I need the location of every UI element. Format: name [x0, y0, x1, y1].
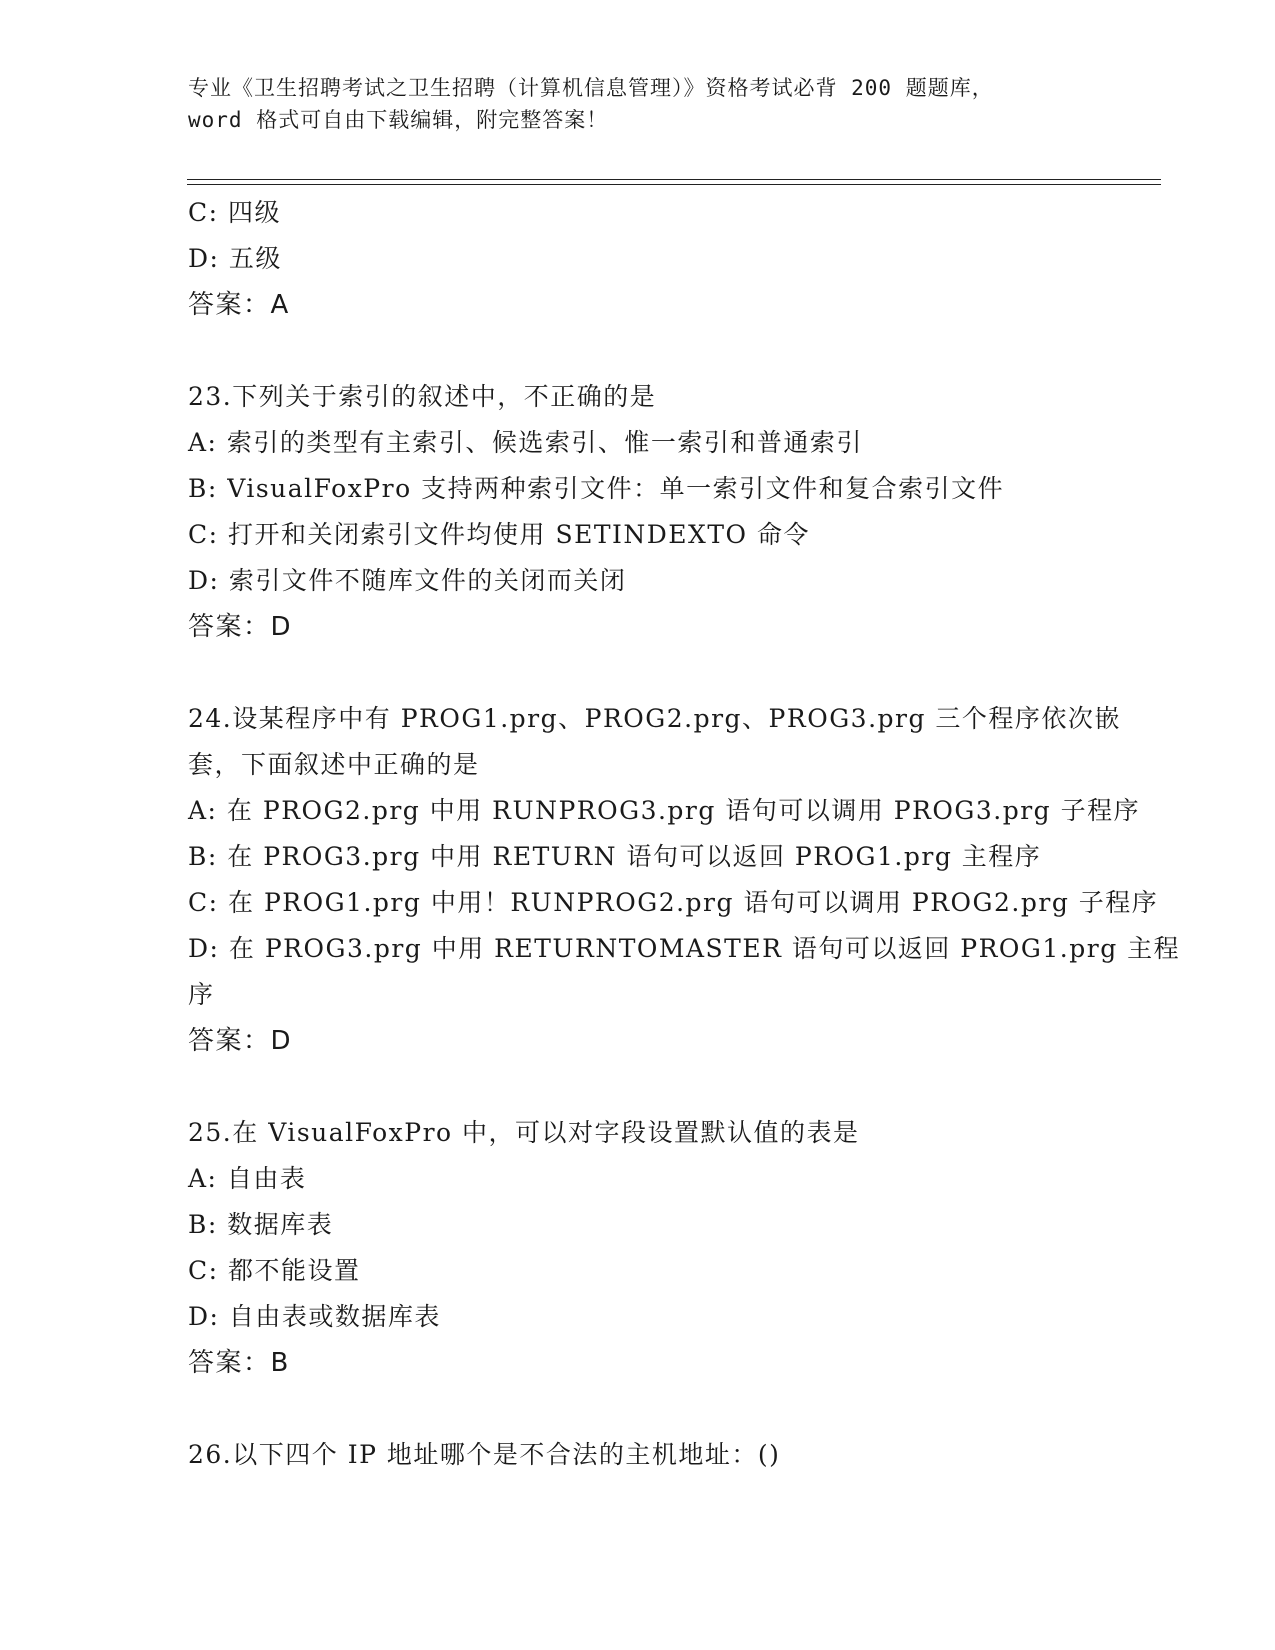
option-d-line-2: 序 — [188, 980, 215, 1009]
spacer — [188, 650, 1088, 696]
answer-line: 答案：D — [188, 612, 293, 642]
question-stem-line-2: 套，下面叙述中正确的是 — [188, 750, 480, 779]
option-c: C: 打开和关闭索引文件均使用 SETINDEXTO 命令 — [188, 520, 810, 549]
spacer — [188, 1386, 1088, 1432]
option-b: B: VisualFoxPro 支持两种索引文件：单一索引文件和复合索引文件 — [188, 474, 1005, 503]
option-d-line-1: D: 在 PROG3.prg 中用 RETURNTOMASTER 语句可以返回 PROG1.prg 主程 — [188, 934, 1181, 963]
question-22-tail — [188, 190, 1088, 328]
question-stem: 25.在 VisualFoxPro 中，可以对字段设置默认值的表是 — [188, 1118, 860, 1147]
option-a: A: 索引的类型有主索引、候选索引、惟一索引和普通索引 — [188, 428, 863, 457]
question-25 — [188, 1110, 1088, 1386]
question-stem-line-1: 24.设某程序中有 PROG1.prg、PROG2.prg、PROG3.prg 三个程序依次嵌 — [188, 704, 1121, 733]
option-b: B: 数据库表 — [188, 1210, 334, 1239]
question-list — [188, 190, 1181, 1478]
header-divider-bottom — [187, 184, 1161, 185]
spacer — [188, 1064, 1088, 1110]
answer-line: 答案：B — [188, 1348, 290, 1378]
option-c: C: 都不能设置 — [188, 1256, 361, 1285]
option-d: D: 索引文件不随库文件的关闭而关闭 — [188, 566, 627, 595]
header-line-2: word 格式可自由下载编辑，附完整答案！ — [188, 108, 609, 132]
option-d: D: 自由表或数据库表 — [188, 1302, 441, 1331]
option-a: A: 在 PROG2.prg 中用 RUNPROG3.prg 语句可以调用 PROG3.prg 子程序 — [188, 796, 1141, 825]
option-d: D: 五级 — [188, 244, 282, 273]
question-23 — [188, 374, 1088, 650]
header-divider-top — [187, 179, 1161, 180]
document-header — [188, 72, 1088, 136]
option-a: A: 自由表 — [188, 1164, 307, 1193]
option-b: B: 在 PROG3.prg 中用 RETURN 语句可以返回 PROG1.prg 主程序 — [188, 842, 1042, 871]
question-26 — [188, 1432, 1088, 1478]
option-c: C: 在 PROG1.prg 中用！RUNPROG2.prg 语句可以调用 PROG2.prg 子程序 — [188, 888, 1159, 917]
answer-line: 答案：A — [188, 290, 290, 320]
answer-line: 答案：D — [188, 1026, 293, 1056]
option-c: C: 四级 — [188, 198, 281, 227]
question-stem: 26.以下四个 IP 地址哪个是不合法的主机地址：() — [188, 1440, 781, 1469]
header-line-1: 专业《卫生招聘考试之卫生招聘（计算机信息管理）》资格考试必背 200 题题库， — [188, 76, 994, 100]
spacer — [188, 328, 1088, 374]
question-stem: 23.下列关于索引的叙述中，不正确的是 — [188, 382, 657, 411]
question-24 — [188, 696, 1181, 1064]
